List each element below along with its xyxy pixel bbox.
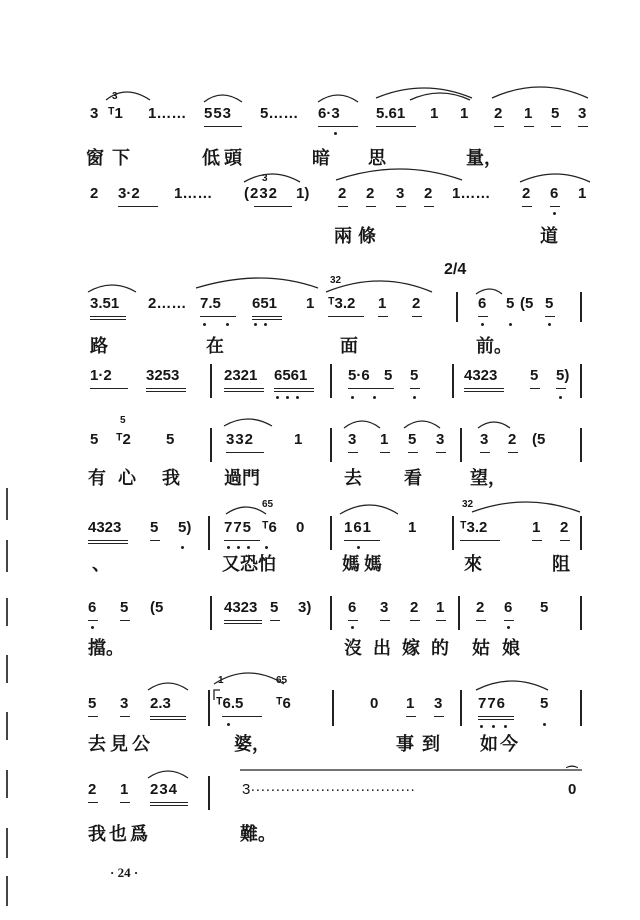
slur bbox=[344, 421, 380, 428]
lyric: 我 bbox=[162, 468, 180, 489]
grace-note: 5 bbox=[120, 415, 126, 426]
note: 2 bbox=[522, 185, 531, 202]
note: 2…… bbox=[148, 295, 187, 312]
slur bbox=[478, 422, 510, 428]
lyric: 阻 bbox=[552, 554, 570, 575]
slur bbox=[226, 507, 266, 514]
note: 2 bbox=[410, 599, 419, 616]
note: 5 bbox=[90, 431, 99, 448]
slur bbox=[472, 502, 580, 512]
lyric: 暗 bbox=[312, 148, 330, 169]
note: 3 bbox=[90, 105, 99, 122]
slur bbox=[244, 174, 300, 182]
slur bbox=[148, 771, 188, 778]
note: 2 bbox=[424, 185, 433, 202]
grace-note: 65 bbox=[262, 499, 274, 510]
note: 3) bbox=[298, 599, 312, 616]
lyric: 、 bbox=[92, 554, 110, 575]
note: 1…… bbox=[452, 185, 491, 202]
note: 0 bbox=[296, 519, 305, 536]
note: 3253 bbox=[146, 367, 180, 384]
lyric: 又恐怕 bbox=[222, 554, 276, 575]
note: 5 bbox=[530, 367, 539, 384]
lyric: 望， bbox=[470, 468, 506, 489]
slur bbox=[148, 683, 188, 690]
slur bbox=[318, 95, 358, 102]
repeat-bracket bbox=[214, 690, 220, 700]
lyric: 婆， bbox=[234, 734, 270, 755]
note: 5 bbox=[540, 599, 549, 616]
page-number: · 24 · bbox=[110, 865, 139, 880]
note: 1…… bbox=[174, 185, 213, 202]
note: 332 bbox=[226, 431, 255, 448]
note: 5 bbox=[540, 695, 549, 712]
note: 2 bbox=[338, 185, 347, 202]
note: 1 bbox=[378, 295, 387, 312]
lyric: 來 bbox=[464, 554, 482, 575]
lyric: 去 bbox=[344, 468, 362, 489]
note: 1 bbox=[380, 431, 389, 448]
note: ᵀ6 bbox=[262, 519, 277, 536]
note: 6561 bbox=[274, 367, 308, 384]
note: 1 bbox=[306, 295, 315, 312]
note: 0 bbox=[370, 695, 379, 712]
note: 161 bbox=[344, 519, 373, 536]
note: 2 bbox=[366, 185, 375, 202]
note: 1 bbox=[430, 105, 439, 122]
lyric: 難。 bbox=[240, 824, 276, 845]
note: 651 bbox=[252, 295, 278, 312]
note: ᵀ6.5 bbox=[216, 695, 244, 712]
lyric: 思 bbox=[368, 148, 386, 169]
note: ᵀ3.2 bbox=[328, 295, 356, 312]
lyric: 過門 bbox=[224, 468, 260, 489]
slur bbox=[88, 285, 136, 292]
slur bbox=[476, 681, 548, 690]
note: 3 bbox=[578, 105, 587, 122]
lyric: 媽媽 bbox=[342, 554, 386, 575]
lyric: 有 bbox=[88, 468, 106, 489]
note: 5 bbox=[410, 367, 419, 384]
note: 1 bbox=[120, 781, 129, 798]
note: 6·3 bbox=[318, 105, 340, 122]
note: 4323 bbox=[224, 599, 258, 616]
slur bbox=[404, 421, 440, 428]
note: 1) bbox=[296, 185, 310, 202]
lyric: 事到 bbox=[396, 734, 448, 755]
note: 5) bbox=[178, 519, 192, 536]
lyric: 我也爲 bbox=[88, 824, 151, 845]
note: 2 bbox=[494, 105, 503, 122]
grace-note: 1 bbox=[218, 675, 224, 686]
note: 3·2 bbox=[118, 185, 140, 202]
grace-note: 32 bbox=[462, 499, 474, 510]
lyric: 看 bbox=[404, 468, 422, 489]
tuplet-mark: 3 bbox=[262, 173, 268, 184]
note: 2 bbox=[412, 295, 421, 312]
slur bbox=[376, 88, 472, 98]
note: ᵀ1 bbox=[108, 105, 123, 122]
slur bbox=[214, 673, 284, 684]
note: 6 bbox=[504, 599, 513, 616]
slur bbox=[204, 95, 242, 102]
note: 5.61 bbox=[376, 105, 406, 122]
note: 5 bbox=[551, 105, 560, 122]
note: 5 bbox=[150, 519, 159, 536]
fermata-mark: ⌒ bbox=[566, 765, 579, 779]
note: 5 bbox=[270, 599, 279, 616]
note: 5 bbox=[88, 695, 97, 712]
lyric: 兩條 bbox=[334, 226, 382, 247]
note: 2 bbox=[476, 599, 485, 616]
note: (5 bbox=[532, 431, 546, 448]
note: 1 bbox=[524, 105, 533, 122]
note: 2 bbox=[88, 781, 97, 798]
note: 3 bbox=[380, 599, 389, 616]
note: 5) bbox=[556, 367, 570, 384]
lyric: 心 bbox=[118, 468, 136, 489]
note: 3 bbox=[396, 185, 405, 202]
note: 1 bbox=[406, 695, 415, 712]
note: 3 bbox=[348, 431, 357, 448]
note: 2321 bbox=[224, 367, 258, 384]
note: 6 bbox=[88, 599, 97, 616]
note: 1 bbox=[460, 105, 469, 122]
note: 2 bbox=[90, 185, 99, 202]
lyric: 低頭 bbox=[202, 148, 246, 169]
note: (5 bbox=[520, 295, 534, 312]
note: 0 bbox=[568, 781, 577, 798]
note: 5·6 bbox=[348, 367, 370, 384]
note: 5 bbox=[166, 431, 175, 448]
lyric: 在 bbox=[206, 336, 224, 357]
note: 776 bbox=[478, 695, 507, 712]
note: 3 bbox=[480, 431, 489, 448]
note: 5…… bbox=[260, 105, 299, 122]
note: 553 bbox=[204, 105, 233, 122]
note: 4323 bbox=[464, 367, 498, 384]
note: 7.5 bbox=[200, 295, 221, 312]
note: 3 bbox=[120, 695, 129, 712]
note: 1 bbox=[408, 519, 417, 536]
note: 1…… bbox=[148, 105, 187, 122]
note: 5 bbox=[120, 599, 129, 616]
lyric: 道 bbox=[540, 226, 558, 247]
slur bbox=[340, 505, 398, 514]
note: (5 bbox=[150, 599, 164, 616]
time-signature: 2/4 bbox=[444, 261, 467, 278]
note: 3 bbox=[434, 695, 443, 712]
note: 1 bbox=[294, 431, 303, 448]
note: ᵀ3.2 bbox=[460, 519, 488, 536]
note: 5 bbox=[545, 295, 554, 312]
note: 234 bbox=[150, 781, 179, 798]
note: 5 bbox=[506, 295, 515, 312]
slur bbox=[326, 281, 432, 292]
grace-note: 3 bbox=[112, 91, 118, 102]
grace-note: 65 bbox=[276, 675, 288, 686]
slur bbox=[196, 278, 318, 288]
note: 1 bbox=[436, 599, 445, 616]
slur bbox=[336, 169, 462, 180]
note: 6 bbox=[478, 295, 487, 312]
lyric: 去見公 bbox=[88, 734, 154, 755]
note: 5 bbox=[408, 431, 417, 448]
note: 6 bbox=[348, 599, 357, 616]
note: 1 bbox=[532, 519, 541, 536]
note: 1·2 bbox=[90, 367, 112, 384]
lyric: 姑娘 bbox=[472, 638, 532, 659]
lyric: 沒出嫁的 bbox=[344, 638, 460, 659]
note: 3 bbox=[436, 431, 445, 448]
grace-note: 32 bbox=[330, 275, 342, 286]
lyric: 路 bbox=[90, 336, 108, 357]
note: 1 bbox=[578, 185, 587, 202]
lyric: 窗下 bbox=[86, 148, 138, 169]
note: 2.3 bbox=[150, 695, 171, 712]
note: 775 bbox=[224, 519, 253, 536]
note: 3································· bbox=[242, 781, 416, 798]
note: ᵀ6 bbox=[276, 695, 291, 712]
lyric: 面 bbox=[340, 336, 358, 357]
note: 5 bbox=[384, 367, 393, 384]
lyric: 擋。 bbox=[88, 638, 124, 659]
slur bbox=[106, 92, 150, 100]
slur bbox=[476, 289, 502, 294]
lyric: 如今 bbox=[480, 734, 520, 755]
slur bbox=[520, 174, 590, 182]
note: 6 bbox=[550, 185, 559, 202]
note: 3.51 bbox=[90, 295, 120, 312]
note: ᵀ2 bbox=[116, 431, 131, 448]
slur bbox=[492, 87, 588, 98]
note: 4323 bbox=[88, 519, 122, 536]
slur bbox=[224, 419, 272, 426]
note: 2 bbox=[508, 431, 517, 448]
lyric: 前。 bbox=[476, 336, 512, 357]
note: 2 bbox=[560, 519, 569, 536]
note: (232 bbox=[244, 185, 279, 202]
lyric: 量， bbox=[466, 148, 502, 169]
